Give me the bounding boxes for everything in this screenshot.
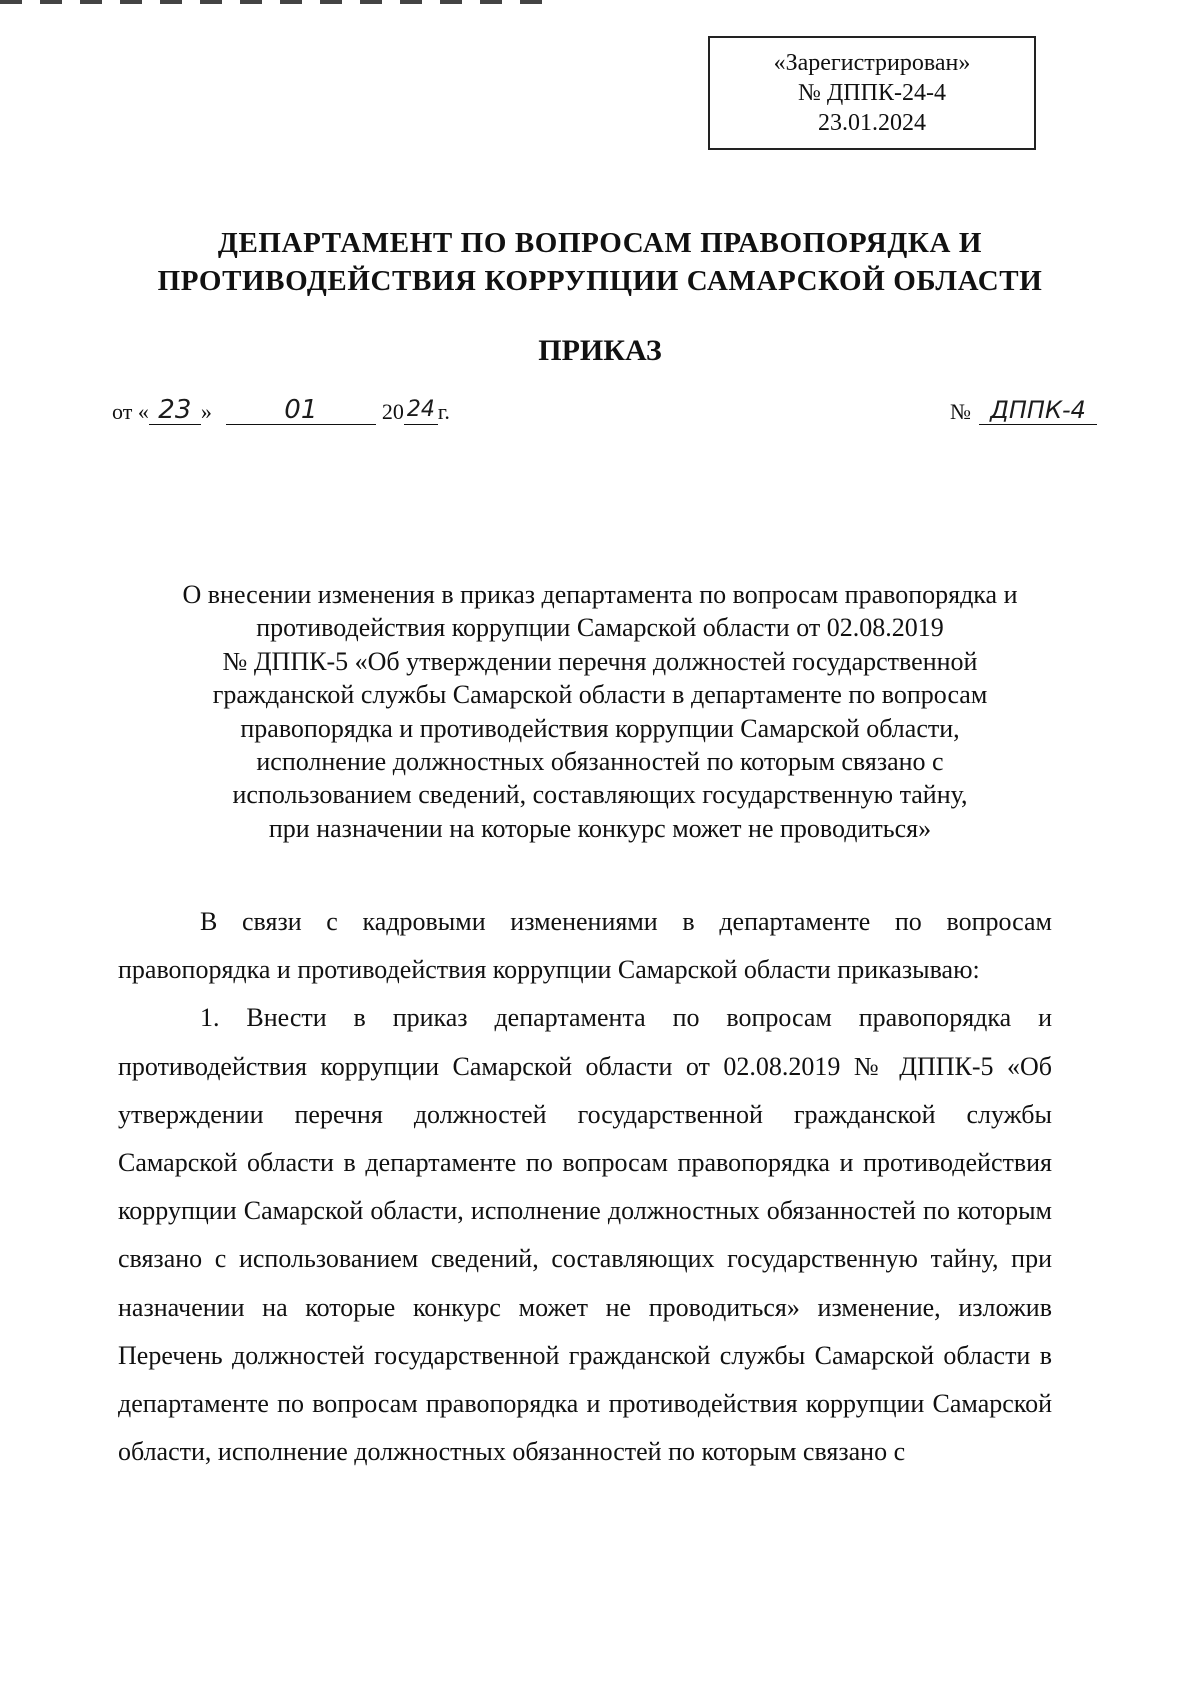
department-title-line-2: ПРОТИВОДЕЙСТВИЯ КОРРУПЦИИ САМАРСКОЙ ОБЛАСТИ bbox=[157, 265, 1043, 297]
date-year-prefix: 20 bbox=[381, 399, 404, 424]
number-prefix: № bbox=[950, 399, 971, 424]
date-day-close: » bbox=[200, 399, 212, 424]
subject-line: исполнение должностных обязанностей по которым связано с bbox=[256, 747, 944, 777]
date-year-suffix: 24 bbox=[404, 396, 438, 425]
subject-line: правопорядка и противодействия коррупции Самарской области, bbox=[240, 713, 960, 743]
subject-line: гражданской службы Самарской области в департаменте по вопросам bbox=[212, 680, 988, 710]
subject-line: О внесении изменения в приказ департамента по вопросам правопорядка и bbox=[182, 580, 1018, 609]
date-month: 01 bbox=[226, 396, 376, 425]
document-type: ПРИКАЗ bbox=[538, 334, 662, 367]
subject-line: при назначении на которые конкурс может не проводиться» bbox=[268, 813, 932, 843]
registration-stamp bbox=[708, 36, 1036, 150]
stamp-date: 23.01.2024 bbox=[818, 110, 926, 136]
subject-line: № ДППК-5 «Об утверждении перечня должностей государственной bbox=[222, 646, 978, 676]
date-prefix: от « bbox=[112, 399, 149, 424]
order-subject bbox=[100, 578, 1100, 845]
stamp-status: «Зарегистрирован» bbox=[773, 50, 971, 76]
order-date bbox=[112, 396, 450, 425]
order-number bbox=[950, 396, 1097, 425]
department-title bbox=[60, 224, 1140, 300]
subject-line: использованием сведений, составляющих государственную тайну, bbox=[232, 780, 968, 810]
date-day: 23 bbox=[149, 396, 201, 425]
body-paragraph-item-1: 1. Внести в приказ департамента по вопросам правопорядка и противодействия коррупции Самарской области от 02.08.2019 № ДППК-5 «Об утверждении перечня должностей государственной гражданской службы Самарской области в департаменте по вопросам правопорядка и противодействия коррупции Самарской области, исполнение должностных обязанностей по которым связано с использованием сведений, составляющих государственную тайну, при назначении на которые конкурс может не проводиться» изменение, изложив Перечень должностей государственной гражданской службы Самарской области в департаменте по вопросам правопорядка и противодействия коррупции Самарской области, исполнение должностных обязанностей по которым связано с bbox=[118, 1003, 1052, 1467]
subject-line: противодействия коррупции Самарской области от 02.08.2019 bbox=[256, 613, 944, 643]
body-paragraph-preamble: В связи с кадровыми изменениями в департаменте по вопросам правопорядка и противодействия коррупции Самарской области приказываю: bbox=[118, 907, 1052, 985]
date-year-end: г. bbox=[437, 399, 450, 424]
number-value: ДППК-4 bbox=[979, 396, 1097, 425]
scan-dashed-border bbox=[0, 0, 560, 4]
order-body bbox=[118, 898, 1052, 1476]
department-title-line-1: ДЕПАРТАМЕНТ ПО ВОПРОСАМ ПРАВОПОРЯДКА И bbox=[217, 227, 983, 259]
stamp-number: № ДППК-24-4 bbox=[798, 80, 946, 106]
